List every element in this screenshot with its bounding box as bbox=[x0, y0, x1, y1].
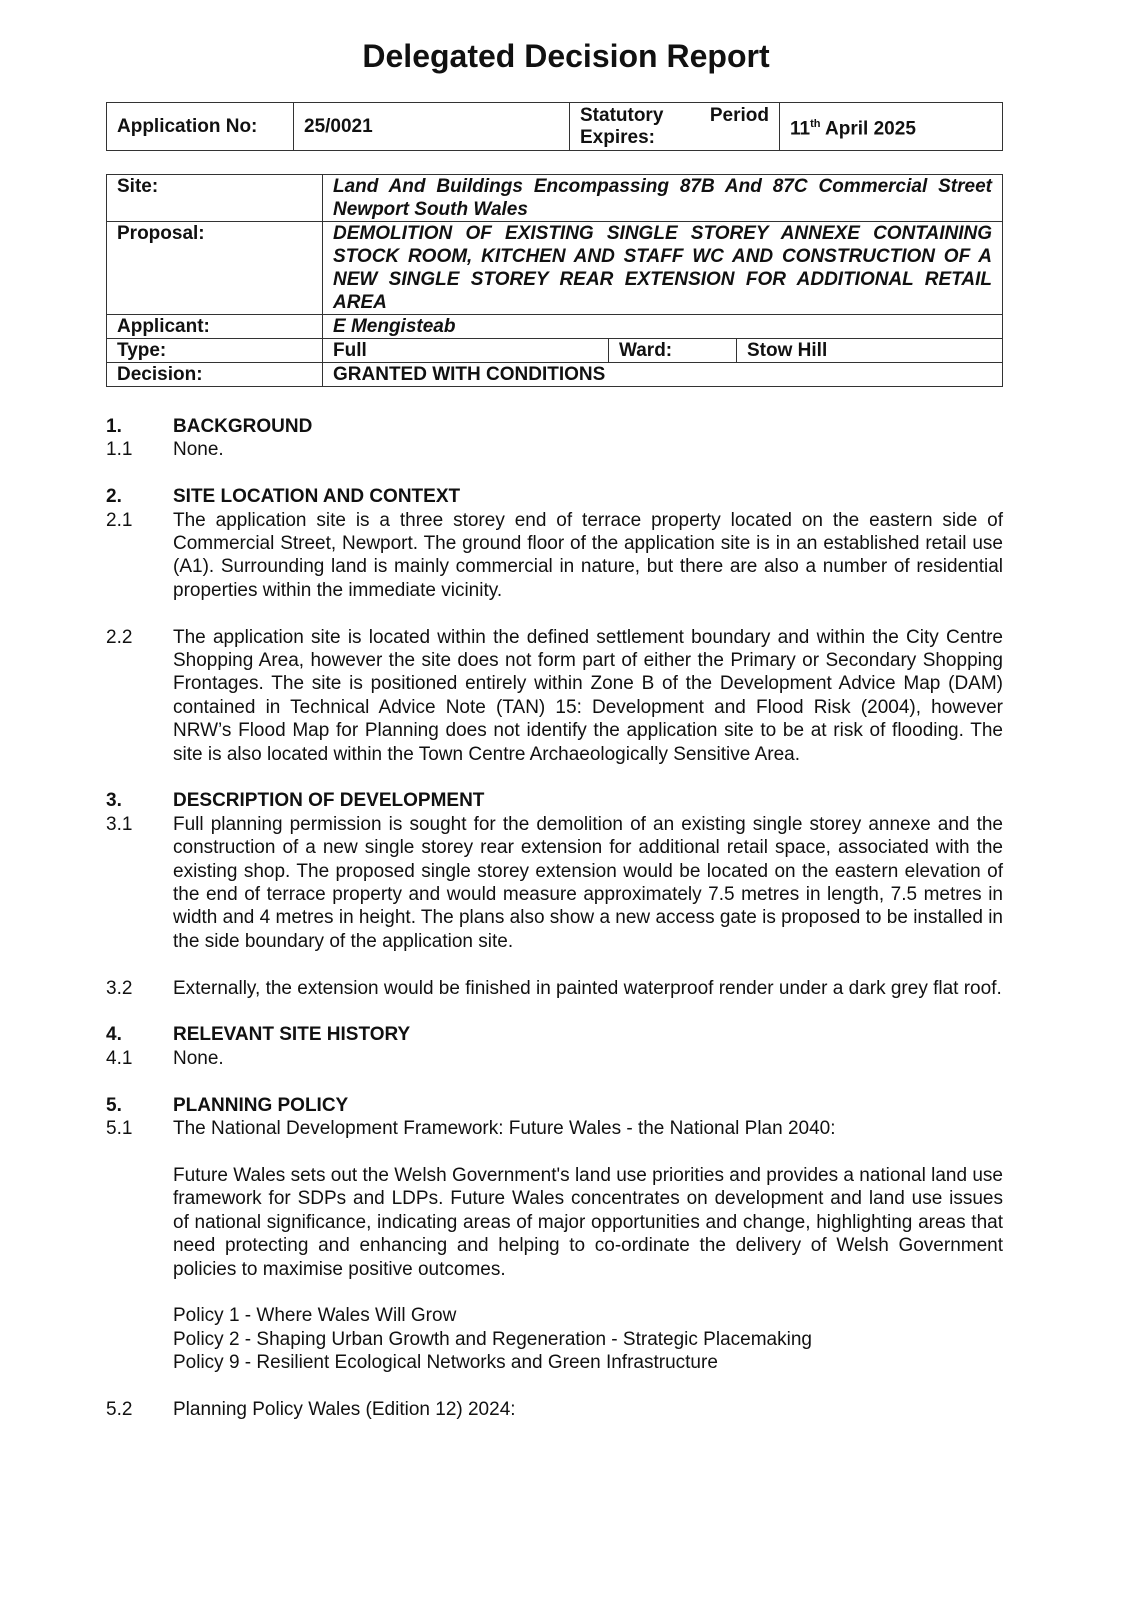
section-heading bbox=[106, 415, 1003, 438]
policy-text: Policy 9 - Resilient Ecological Networks and Green Infrastructure bbox=[173, 1352, 718, 1374]
proposal-value: DEMOLITION OF EXISTING SINGLE STOREY ANNEXE CONTAINING STOCK ROOM, KITCHEN AND STAFF WC AND CONSTRUCTION OF A NEW SINGLE STOREY REAR EXTENSION FOR ADDITIONAL RETAIL AREA bbox=[323, 222, 1003, 315]
applicant-value: E Mengisteab bbox=[323, 315, 1003, 339]
paragraph-text: Planning Policy Wales (Edition 12) 2024: bbox=[173, 1398, 516, 1420]
application-details-table bbox=[106, 174, 1003, 387]
stat-label-1: Statutory bbox=[580, 104, 664, 126]
paragraph-number: 3.1 bbox=[106, 813, 133, 835]
section-number: 5. bbox=[106, 1094, 122, 1116]
policy-item bbox=[106, 1351, 1003, 1374]
paragraph-number: 5.2 bbox=[106, 1398, 133, 1420]
section-heading bbox=[106, 1023, 1003, 1046]
section-heading bbox=[106, 485, 1003, 508]
paragraph bbox=[106, 1164, 1003, 1281]
expiry-date bbox=[780, 103, 1003, 151]
paragraph-number: 2.2 bbox=[106, 626, 133, 648]
paragraph-number: 2.1 bbox=[106, 509, 133, 531]
paragraph bbox=[106, 626, 1003, 766]
paragraph-text: Full planning permission is sought for the demolition of an existing single storey annexe and the construction of a new single storey rear extension for additional retail space, associated with the existing shop. The proposed single storey extension would be located on the eastern elevation of the end of terrace property and would measure approximately 7.5 metres in length, 7.5 metres in width and 4 metres in height. The plans also show a new access gate is proposed to be installed in the side boundary of the application site. bbox=[173, 813, 1003, 952]
policy-item bbox=[106, 1328, 1003, 1351]
paragraph bbox=[106, 813, 1003, 953]
section-title: SITE LOCATION AND CONTEXT bbox=[173, 486, 461, 508]
paragraph bbox=[106, 438, 1003, 461]
section-number: 2. bbox=[106, 486, 122, 508]
paragraph-number: 1.1 bbox=[106, 439, 133, 461]
page-title: Delegated Decision Report bbox=[362, 38, 770, 74]
type-label: Type: bbox=[107, 339, 323, 363]
paragraph-text: Externally, the extension would be finished in painted waterproof render under a dark grey flat roof. bbox=[173, 977, 1002, 999]
section-title: RELEVANT SITE HISTORY bbox=[173, 1024, 411, 1046]
stat-label-2: Period bbox=[709, 104, 769, 126]
paragraph bbox=[106, 1398, 1003, 1421]
section-title: PLANNING POLICY bbox=[173, 1094, 349, 1116]
section-number: 3. bbox=[106, 790, 122, 812]
proposal-label: Proposal: bbox=[107, 222, 323, 315]
statutory-period-label bbox=[570, 103, 780, 151]
app-no-value: 25/0021 bbox=[294, 103, 570, 151]
app-no-label: Application No: bbox=[107, 103, 294, 151]
ward-value: Stow Hill bbox=[737, 339, 1003, 363]
section-number: 1. bbox=[106, 416, 122, 437]
paragraph bbox=[106, 977, 1003, 1000]
paragraph-number: 4.1 bbox=[106, 1047, 133, 1069]
site-label: Site: bbox=[107, 175, 323, 222]
expiry-day: 11 bbox=[790, 118, 811, 140]
section-title: BACKGROUND bbox=[173, 416, 313, 437]
section-heading bbox=[106, 1094, 1003, 1117]
type-value: Full bbox=[323, 339, 609, 363]
report-body bbox=[106, 415, 1003, 1421]
site-value: Land And Buildings Encompassing 87B And 87C Commercial Street Newport South Wales bbox=[323, 175, 1003, 222]
paragraph bbox=[106, 1117, 1003, 1140]
section-title: DESCRIPTION OF DEVELOPMENT bbox=[173, 790, 485, 812]
paragraph-text: None. bbox=[173, 1047, 224, 1069]
stat-label-3: Expires: bbox=[580, 126, 655, 148]
application-header-table bbox=[106, 102, 1003, 151]
policy-text: Policy 1 - Where Wales Will Grow bbox=[173, 1305, 457, 1327]
policy-text: Policy 2 - Shaping Urban Growth and Regeneration - Strategic Placemaking bbox=[173, 1328, 812, 1350]
policy-item bbox=[106, 1304, 1003, 1327]
paragraph bbox=[106, 509, 1003, 603]
paragraph bbox=[106, 1047, 1003, 1070]
decision-label: Decision: bbox=[107, 363, 323, 387]
paragraph-number: 3.2 bbox=[106, 977, 133, 999]
decision-value: GRANTED WITH CONDITIONS bbox=[323, 363, 1003, 387]
paragraph-text: The application site is located within the defined settlement boundary and within the City Centre Shopping Area, however the site does not form part of either the Primary or Secondary Shopping Frontages. The site is positioned entirely within Zone B of the Development Advice Map (DAM) contained in Technical Advice Note (TAN) 15: Development and Flood Risk (2004), however NRW’s Flood Map for Planning does not identify the application site to be at risk of flooding. The site is also located within the Town Centre Archaeologically Sensitive Area. bbox=[173, 626, 1003, 765]
ward-label: Ward: bbox=[609, 339, 737, 363]
paragraph-text: None. bbox=[173, 439, 224, 461]
section-number: 4. bbox=[106, 1024, 122, 1046]
paragraph-text: The application site is a three storey end of terrace property located on the eastern side of Commercial Street, Newport. The ground floor of the application site is in an established retail use (A1). Surrounding land is mainly commercial in nature, but there are also a number of residential properties within the immediate vicinity. bbox=[173, 509, 1003, 601]
expiry-sup: th bbox=[810, 117, 821, 130]
applicant-label: Applicant: bbox=[107, 315, 323, 339]
paragraph-text: Future Wales sets out the Welsh Government's land use priorities and provides a national land use framework for SDPs and LDPs. Future Wales concentrates on development and land use issues of national significance, indicating areas of major opportunities and change, highlighting areas that need protecting and enhancing and helping to co-ordinate the delivery of Welsh Government policies to maximise positive outcomes. bbox=[173, 1164, 1003, 1280]
paragraph-number: 5.1 bbox=[106, 1118, 133, 1140]
section-heading bbox=[106, 789, 1003, 812]
expiry-rest: April 2025 bbox=[820, 118, 916, 140]
paragraph-text: The National Development Framework: Future Wales - the National Plan 2040: bbox=[173, 1118, 836, 1140]
